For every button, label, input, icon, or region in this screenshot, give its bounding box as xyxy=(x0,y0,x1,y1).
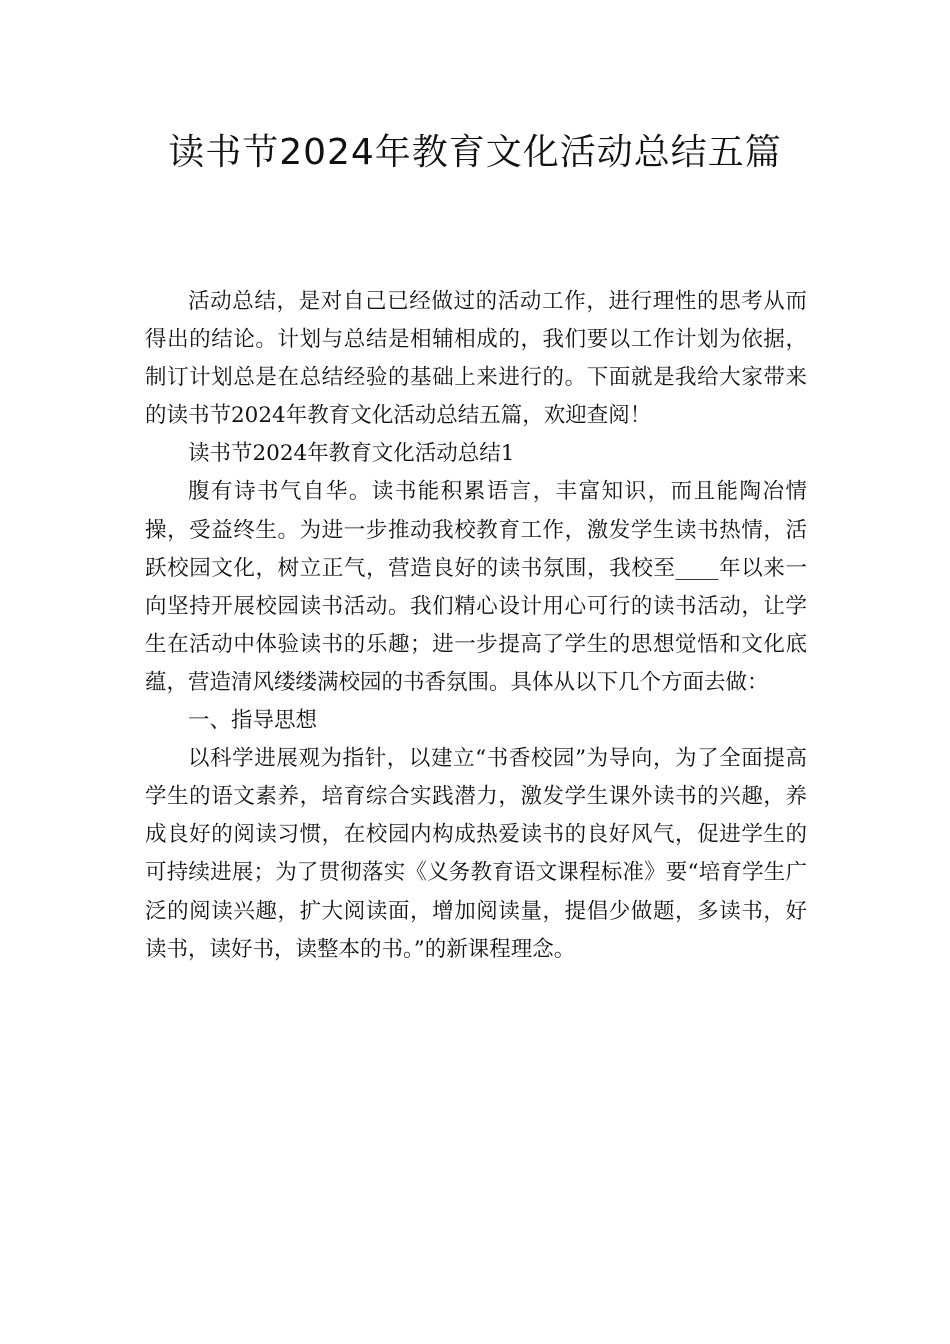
document-body xyxy=(145,283,807,969)
document-title: 读书节2024年教育文化活动总结五篇 xyxy=(168,132,782,173)
section-heading-summary-1: 读书节2024年教育文化活动总结1 xyxy=(188,441,515,467)
guiding-ideology-paragraph: 以科学进展观为指针，以建立“书香校园”为导向，为了全面提高学生的语文素养，培育综合实践潜力，激发学生课外读书的兴趣，养成良好的阅读习惯，在校园内构成热爱读书的良好风气，促进学生的可持续进展；为了贯彻落实《义务教育语文课程标准》要“培育学生广泛的阅读兴趣，扩大阅读面，增加阅读量，提倡少做题，多读书，好读书，读好书，读整本的书。”的新课程理念。 xyxy=(145,746,807,962)
intro-paragraph: 活动总结，是对自己已经做过的活动工作，进行理性的思考从而得出的结论。计划与总结是相辅相成的，我们要以工作计划为依据，制订计划总是在总结经验的基础上来进行的。下面就是我给大家带来的读书节2024年教育文化活动总结五篇，欢迎查阅！ xyxy=(145,289,807,429)
section-heading-guiding-ideology: 一、指导思想 xyxy=(188,708,318,734)
summary-1-paragraph: 腹有诗书气自华。读书能积累语言，丰富知识，而且能陶冶情操，受益终生。为进一步推动我校教育工作，激发学生读书热情，活跃校园文化，树立正气，营造良好的读书氛围，我校至____年以来一向坚持开展校园读书活动。我们精心设计用心可行的读书活动，让学生在活动中体验读书的乐趣；进一步提高了学生的思想觉悟和文化底蕴，营造清风缕缕满校园的书香氛围。具体从以下几个方面去做： xyxy=(145,479,807,695)
